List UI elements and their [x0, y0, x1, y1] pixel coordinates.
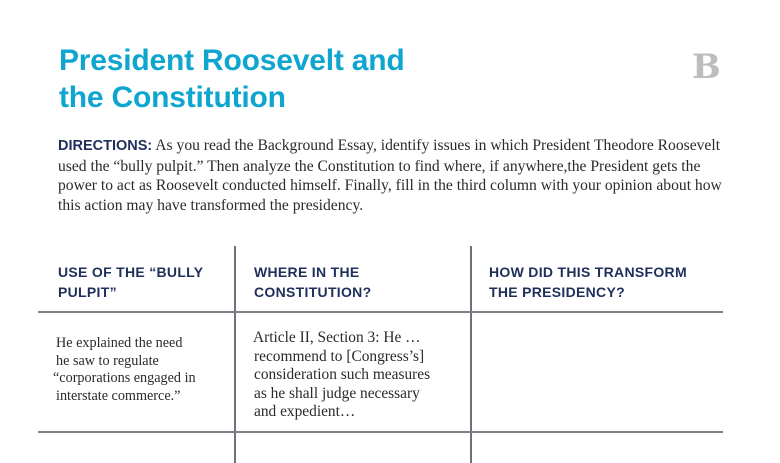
page-title-line-2: the Constitution [59, 81, 286, 114]
cell-line: Article II, Section 3: He … [253, 329, 421, 346]
cell-line: and expedient… [254, 403, 356, 421]
directions-paragraph [58, 136, 728, 215]
table-cell-bully-pulpit-row-1 [53, 335, 196, 405]
column-header-line: HOW DID THIS TRANSFORM [489, 264, 687, 280]
column-header-line: WHERE IN THE [254, 264, 360, 280]
column-header-bully-pulpit [58, 262, 203, 302]
table-cell-constitution-row-2-blank[interactable] [236, 433, 470, 463]
cell-line: consideration such measures [254, 366, 431, 384]
column-header-constitution [254, 262, 371, 302]
table-cell-constitution-row-1 [253, 329, 430, 422]
directions-text: As you read the Background Essay, identify issues in which President Theodore Roosevelt used the “bully pulpit.” Then analyze the Constitution to find where, if anywhere,the President gets the power to act as Roosevelt conducted himself. Finally, fill in the third column with your opinion about how this action may have transformed the presidency. [58, 137, 722, 214]
column-header-line: CONSTITUTION? [254, 284, 372, 300]
column-header-line: PULPIT” [58, 284, 117, 300]
column-header-line: THE PRESIDENCY? [489, 284, 625, 300]
table-cell-transform-row-2-blank[interactable] [472, 433, 723, 463]
table-cell-transform-row-1-blank[interactable] [472, 313, 723, 431]
cell-line: recommend to [Congress’s] [254, 347, 425, 365]
directions-label: DIRECTIONS: [58, 138, 153, 154]
page-title [59, 42, 405, 116]
cell-line: “corporations engaged in [53, 370, 196, 386]
column-header-transform [489, 262, 687, 302]
cell-line: He explained the need [56, 335, 183, 351]
page-title-line-1: President Roosevelt and [59, 44, 405, 77]
column-header-line: USE OF THE “BULLY [58, 264, 204, 280]
table-cell-bully-pulpit-row-2-blank[interactable] [38, 433, 234, 463]
section-letter-badge: B [692, 47, 721, 87]
cell-line: as he shall judge necessary [254, 384, 420, 402]
cell-line: interstate commerce.” [56, 387, 181, 404]
cell-line: he saw to regulate [56, 352, 159, 369]
